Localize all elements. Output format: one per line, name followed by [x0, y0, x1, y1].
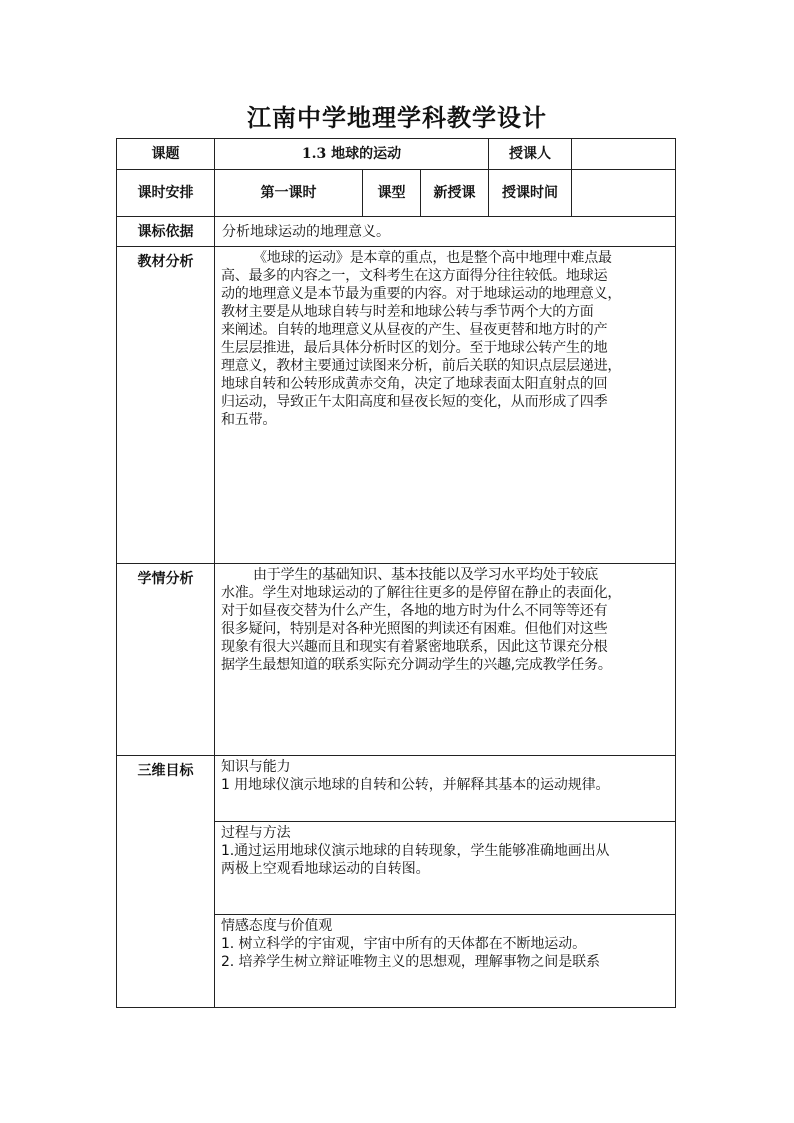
students-line: 据学生最想知道的联系实际充分调动学生的兴趣,完成教学任务。 — [221, 657, 612, 673]
emotion-item: 1. 树立科学的宇宙观，宇宙中所有的天体都在不断地运动。 — [221, 936, 587, 952]
textbook-line: 动的地理意义是本节最为重要的内容。对于地球运动的地理意义， — [221, 286, 622, 302]
row-students — [117, 564, 676, 756]
goals-knowledge — [215, 756, 676, 822]
students-line: 很多疑问，特别是对各种光照图的判读还有困难。但他们对这些 — [221, 621, 608, 637]
emotion-item: 2. 培养学生树立辩证唯物主义的思想观，理解事物之间是联系 — [221, 954, 600, 970]
session-value: 第一课时 — [215, 170, 363, 217]
textbook-line: 生层层推进，最后具体分析时区的划分。至于地球公转产生的地 — [221, 340, 608, 356]
page-title: 江南中学地理学科教学设计 — [247, 103, 547, 132]
students-analysis — [215, 564, 676, 756]
students-label: 学情分析 — [117, 564, 215, 756]
textbook-line: 和五带。 — [221, 412, 277, 428]
goals-process — [215, 822, 676, 915]
textbook-line: 归运动，导致正午太阳高度和昼夜长短的变化，从而形成了四季 — [221, 394, 608, 410]
textbook-line: 《地球的运动》是本章的重点，也是整个高中地理中难点最 — [253, 250, 612, 266]
students-line: 由于学生的基础知识、基本技能以及学习水平均处于较底 — [253, 567, 598, 583]
knowledge-title: 知识与能力 — [221, 759, 291, 775]
students-line: 对于如昼夜交替为什么产生，各地的地方时为什么不同等等还有 — [221, 603, 608, 619]
standard-text: 分析地球运动的地理意义。 — [215, 217, 676, 247]
textbook-line: 理意义，教材主要通过读图来分析，前后关联的知识点层层递进， — [221, 358, 622, 374]
lesson-plan-table — [116, 138, 676, 1008]
topic-value: 1.3 地球的运动 — [215, 139, 489, 170]
type-value: 新授课 — [421, 170, 489, 217]
textbook-label: 教材分析 — [117, 247, 215, 564]
textbook-line: 地球自转和公转形成黄赤交角，决定了地球表面太阳直射点的回 — [221, 376, 608, 392]
goals-label: 三维目标 — [117, 756, 215, 1008]
row-topic — [117, 139, 676, 170]
row-goals-knowledge — [117, 756, 676, 822]
process-item: 1.通过运用地球仪演示地球的自转现象，学生能够准确地画出从 — [221, 843, 610, 859]
emotion-title: 情感态度与价值观 — [221, 918, 333, 934]
row-textbook — [117, 247, 676, 564]
knowledge-item: 1 用地球仪演示地球的自转和公转，并解释其基本的运动规律。 — [221, 777, 610, 793]
students-line: 水准。学生对地球运动的了解往往更多的是停留在静止的表面化， — [221, 585, 622, 601]
textbook-analysis — [215, 247, 676, 564]
row-session — [117, 170, 676, 217]
goals-emotion — [215, 915, 676, 1008]
session-label: 课时安排 — [117, 170, 215, 217]
textbook-line: 来阐述。自转的地理意义从昼夜的产生、昼夜更替和地方时的产 — [221, 322, 608, 338]
row-standard — [117, 217, 676, 247]
time-label: 授课时间 — [489, 170, 572, 217]
type-label: 课型 — [363, 170, 421, 217]
teacher-label: 授课人 — [489, 139, 572, 170]
process-title: 过程与方法 — [221, 825, 291, 841]
standard-label: 课标依据 — [117, 217, 215, 247]
teacher-value — [572, 139, 676, 170]
topic-label: 课题 — [117, 139, 215, 170]
textbook-line: 高、最多的内容之一，文科考生在这方面得分往往较低。地球运 — [221, 268, 608, 284]
students-line: 现象有很大兴趣而且和现实有着紧密地联系，因此这节课充分根 — [221, 639, 608, 655]
textbook-line: 教材主要是从地球自转与时差和地球公转与季节两个大的方面 — [221, 304, 594, 320]
time-value — [572, 170, 676, 217]
process-item: 两极上空观看地球运动的自转图。 — [221, 861, 430, 877]
